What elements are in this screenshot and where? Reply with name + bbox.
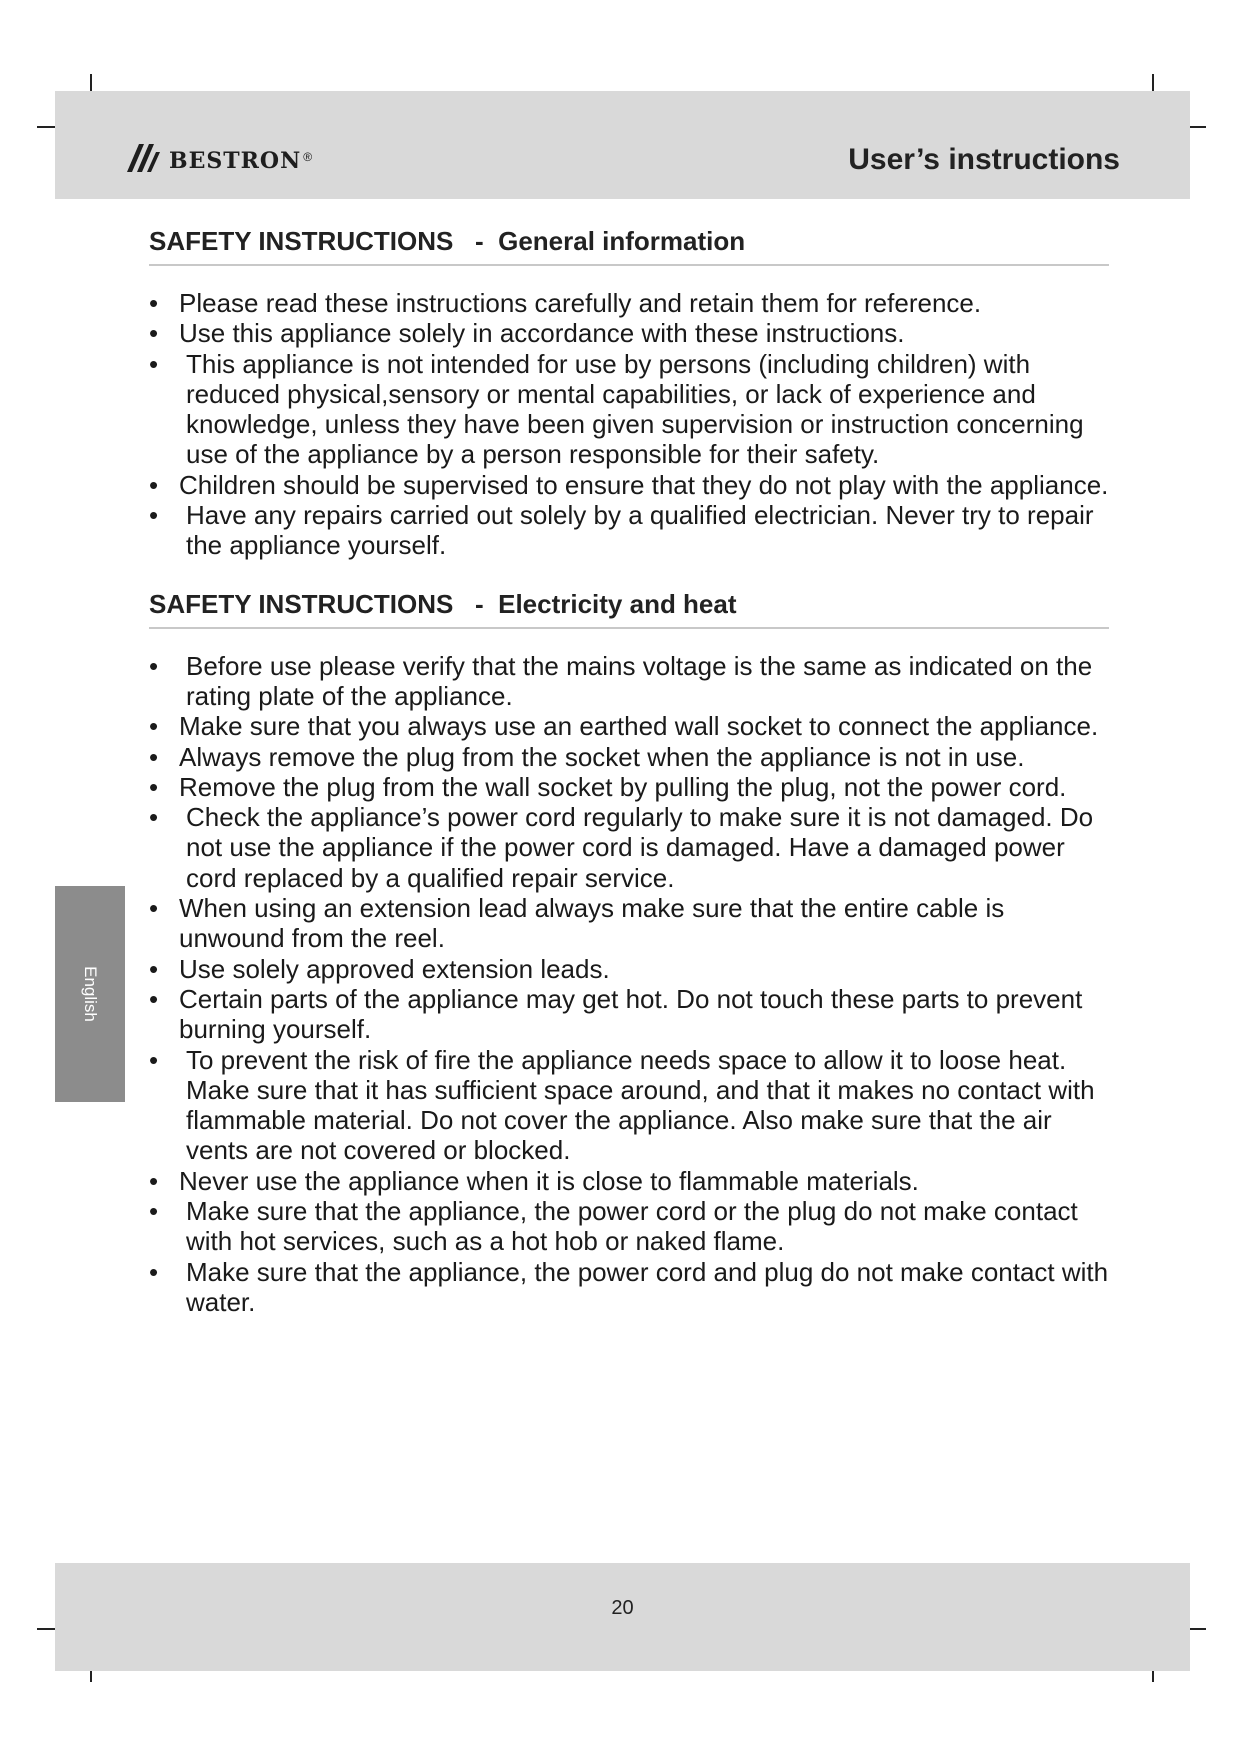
list-item: • Children should be supervised to ensure that they do not play with the appliance.: [149, 469, 1109, 500]
list-item: • Never use the appliance when it is close to flammable materials.: [149, 1165, 919, 1196]
page-footer: [55, 1563, 1190, 1671]
brand-logo: [125, 137, 312, 177]
list-item: • Have any repairs carried out solely by a qualified electrician. Never try to repair the appliance yourself.: [149, 500, 1094, 561]
language-tab-label: English: [81, 966, 100, 1022]
bullet-icon: •: [149, 1196, 159, 1227]
bullet-icon: •: [149, 893, 159, 924]
bullet-icon: •: [149, 1044, 159, 1075]
brand-chevron-icon: [125, 138, 163, 176]
bullet-icon: •: [149, 500, 159, 531]
bullet-icon: •: [149, 318, 159, 349]
list-item: • Before use please verify that the mains voltage is the same as indicated on the rating plate of the appliance.: [149, 650, 1093, 711]
section-title-general: SAFETY INSTRUCTIONS - General information: [149, 226, 1109, 266]
list-item: • Use solely approved extension leads.: [149, 953, 610, 984]
page-header: [55, 91, 1190, 199]
list-item: • Please read these instructions carefully and retain them for reference.: [149, 288, 982, 318]
list-item: • Always remove the plug from the socket when the appliance is not in use.: [149, 741, 1025, 772]
brand-name: bestron: [169, 138, 302, 176]
bullet-icon: •: [149, 741, 159, 772]
list-item: • This appliance is not intended for use by persons (including children) with reduced physical,sensory or mental capabilities, or lack of experience and knowledge, unless they have been given supervision or instruction concerning use of the appliance by a person responsible for their safety.: [149, 348, 1084, 470]
document-body: [149, 226, 1109, 1345]
list-item: • When using an extension lead always make sure that the entire cable is unwound from the reel.: [149, 893, 1005, 954]
list-item: • Certain parts of the appliance may get hot. Do not touch these parts to prevent burning yourself.: [149, 983, 1083, 1045]
bullet-icon: •: [149, 771, 159, 802]
bullet-icon: •: [149, 650, 159, 681]
bullet-icon: •: [149, 983, 159, 1014]
bullet-icon: •: [149, 802, 159, 833]
list-item: • To prevent the risk of fire the appliance needs space to allow it to loose heat. Make sure that it has sufficient space around, and that it makes no contact with flammable material. Do not cover the appliance. Also make sure that the air vents are not covered or blocked.: [149, 1044, 1095, 1166]
bullet-icon: •: [149, 953, 159, 984]
list-item: • Check the appliance’s power cord regularly to make sure it is not damaged. Do not use the appliance if the power cord is damaged. Have a damaged power cord replaced by a qualified repair service.: [149, 802, 1094, 893]
registered-mark: ®: [303, 150, 313, 164]
electricity-heat-list: [149, 651, 1109, 1318]
bullet-icon: •: [149, 348, 159, 379]
bullet-icon: •: [149, 288, 159, 318]
bullet-icon: •: [149, 1256, 159, 1287]
page-number: 20: [611, 1597, 634, 1619]
bullet-icon: •: [149, 711, 159, 742]
section-title-electricity: SAFETY INSTRUCTIONS - Electricity and heat: [149, 589, 1109, 629]
list-item: • Make sure that you always use an earthed wall socket to connect the appliance.: [149, 711, 1099, 742]
bullet-icon: •: [149, 469, 159, 500]
general-info-list: [149, 288, 1109, 561]
language-tab: [55, 886, 125, 1102]
list-item: • Make sure that the appliance, the power cord and plug do not make contact with water.: [149, 1256, 1109, 1317]
list-item: • Use this appliance solely in accordance with these instructions.: [149, 318, 905, 349]
bullet-icon: •: [149, 1165, 159, 1196]
page-header-title: User’s instructions: [848, 143, 1120, 176]
list-item: • Make sure that the appliance, the power cord or the plug do not make contact with hot services, such as a hot hob or naked flame.: [149, 1196, 1078, 1257]
list-item: • Remove the plug from the wall socket by pulling the plug, not the power cord.: [149, 771, 1067, 802]
